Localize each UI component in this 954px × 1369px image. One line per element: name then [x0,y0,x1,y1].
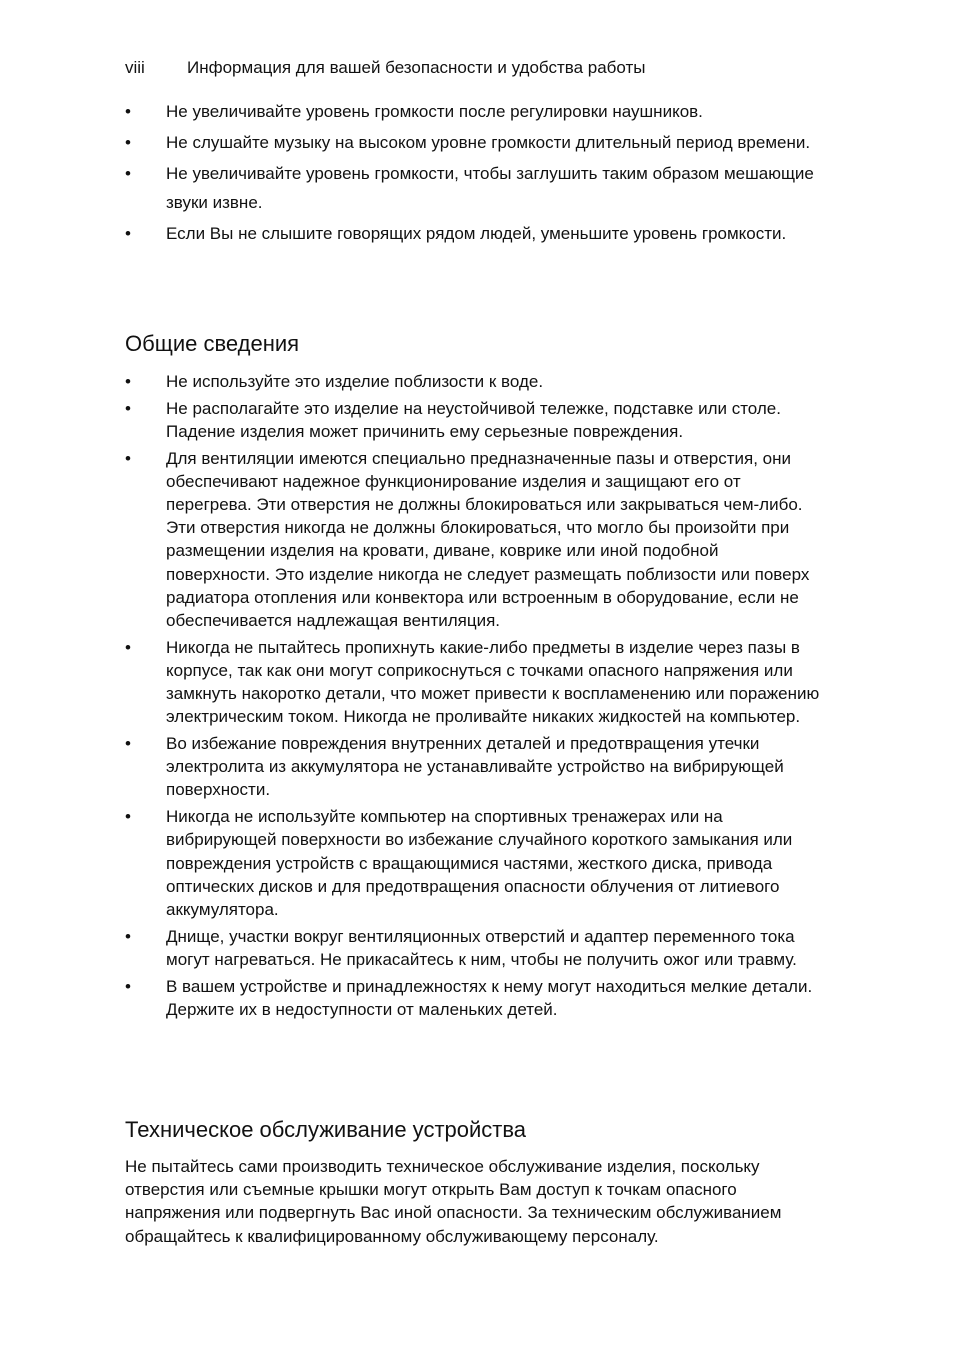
list-item-text: В вашем устройстве и принадлежностях к нему могут находиться мелкие детали. Держите их в недоступности от маленьких детей. [166,976,813,1019]
list-item-text: Не используйте это изделие поблизости к воде. [166,372,544,391]
list-item-text: Не слушайте музыку на высоком уровне громкости длительный период времени. [166,133,811,152]
list-item [125,805,825,921]
maintenance-section-heading-block [125,1117,825,1143]
section-heading-general: Общие сведения [125,331,300,356]
general-bullet-list [125,370,825,1021]
page-number: viii [125,58,145,77]
list-item-text: Днище, участки вокруг вентиляционных отверстий и адаптер переменного тока могут нагреваться. Не прикасайтесь к ним, чтобы не получить ожог или травму. [166,926,797,969]
list-item [125,159,825,217]
list-item [125,219,825,248]
maintenance-paragraph: Не пытайтесь сами производить техническое обслуживание изделия, поскольку отверстия или съемные крышки могут открыть Вам доступ к точкам опасного напряжения или подвергнуть Вас иной опасности. За техническим обслуживанием обращайтесь к квалифицированному обслуживающему персоналу. [125,1157,782,1246]
list-item [125,397,825,443]
general-list-block [125,370,825,1024]
bullet-marker: • [125,807,131,827]
list-item-text: Не увеличивайте уровень громкости после регулировки наушников. [166,102,703,121]
list-item [125,975,825,1021]
list-item [125,370,825,393]
list-item [125,636,825,729]
list-item [125,925,825,971]
bullet-marker: • [125,398,131,418]
headphones-list-block [125,97,825,250]
list-item-text: Никогда не пытайтесь пропихнуть какие-либо предметы в изделие через пазы в корпусе, так как они могут соприкоснуться с точками опасного напряжения или замкнуть накоротко детали, что может привести к воспламенению или поражению электрическим током. Никогда не проливайте никаких жидкостей на компьютер. [166,637,820,727]
list-item-text: Не располагайте это изделие на неустойчивой тележке, подставке или столе. Падение изделия может причинить ему серьезные повреждения. [166,398,781,441]
list-item-text: Никогда не используйте компьютер на спортивных тренажерах или на вибрирующей поверхности во избежание случайного короткого замыкания или повреждения устройств с вращающимися частями, жесткого диска, привода оптических дисков и для предотвращения опасности облучения от литиевого аккумулятора. [166,807,793,919]
list-item [125,97,825,126]
bullet-marker: • [125,734,131,754]
list-item-text: Во избежание повреждения внутренних деталей и предотвращения утечки электролита из аккумулятора не устанавливайте устройство на вибрирующей поверхности. [166,734,784,800]
bullet-marker: • [125,224,131,243]
bullet-marker: • [125,372,131,391]
bullet-marker: • [125,448,131,468]
list-item-text: Для вентиляции имеются специально предназначенные пазы и отверстия, они обеспечивают надежное функционирование изделия и защищают его от перегрева. Эти отверстия не должны блокироваться или закрываться чем-либо. Эти отверстия никогда не должны блокироваться, что могло бы произойти при размещении изделия на кровати, диване, коврике или иной подобной поверхности. Это изделие никогда не следует размещать поблизости или поверх радиатора отопления или конвектора или встроенным в оборудование, если не обеспечивается надлежащая вентиляция. [166,448,810,631]
maintenance-paragraph-block [125,1155,825,1248]
list-item [125,447,825,633]
bullet-marker: • [125,926,131,946]
list-item-text: Не увеличивайте уровень громкости, чтобы заглушить таким образом мешающие звуки извне. [166,164,814,212]
headphones-bullet-list [125,97,825,248]
list-item-text: Если Вы не слышите говорящих рядом людей, уменьшите уровень громкости. [166,224,787,243]
header-title: Информация для вашей безопасности и удобства работы [187,58,646,77]
bullet-marker: • [125,102,131,121]
bullet-marker: • [125,164,131,183]
bullet-marker: • [125,133,131,152]
list-item [125,732,825,802]
bullet-marker: • [125,976,131,996]
section-heading-maintenance: Техническое обслуживание устройства [125,1117,527,1142]
general-section-heading-block [125,331,825,357]
running-header [125,58,646,78]
bullet-marker: • [125,637,131,657]
list-item [125,128,825,157]
